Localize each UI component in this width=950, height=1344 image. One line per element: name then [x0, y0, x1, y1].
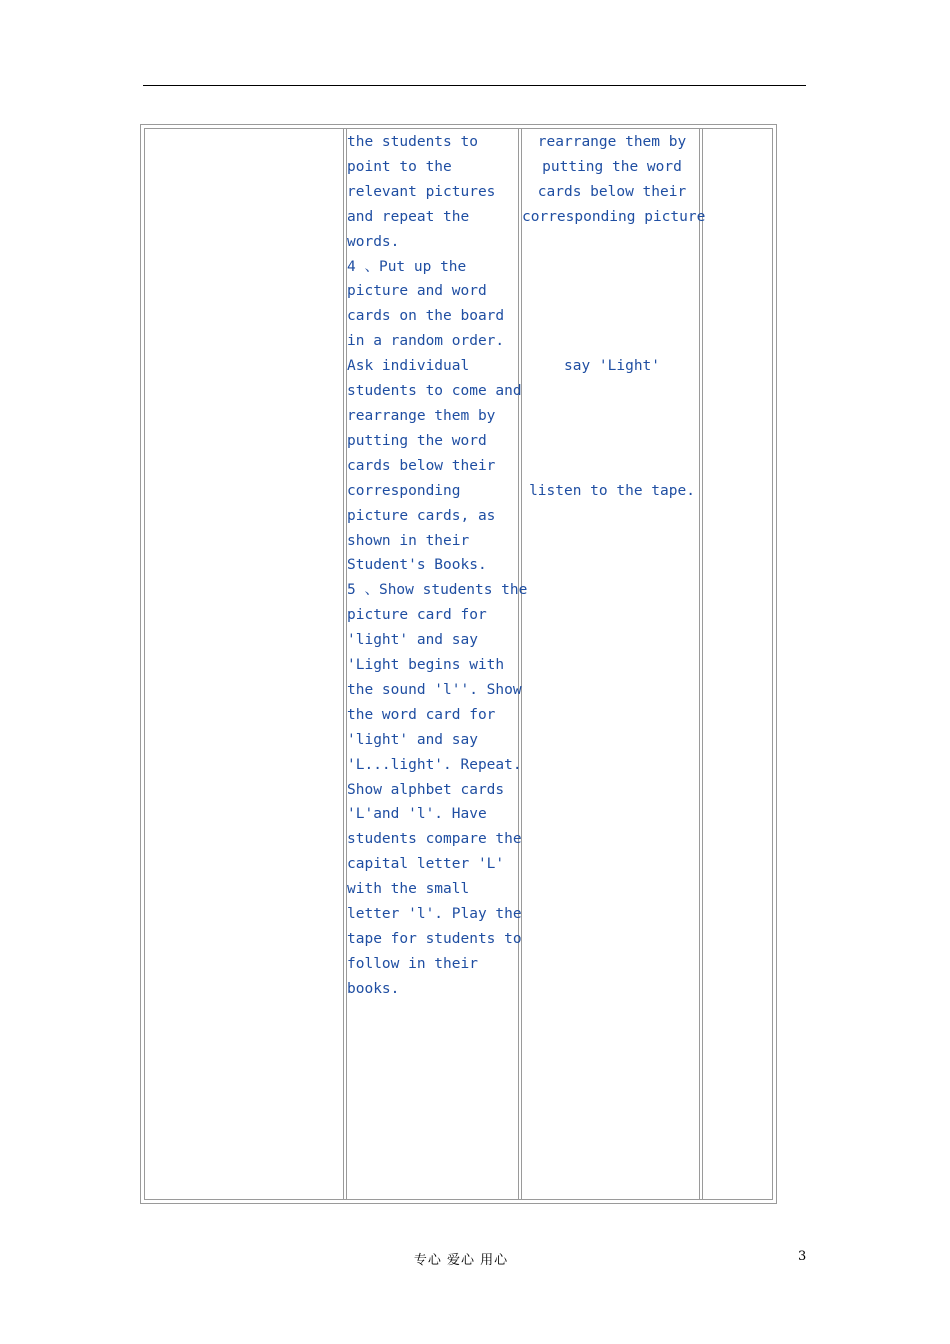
student-activity-line — [522, 279, 702, 304]
teacher-activity-line: in a random order. — [347, 333, 505, 350]
teacher-activity-line: the students to — [347, 134, 478, 150]
header-rule — [143, 85, 806, 86]
student-activity-line: corresponding picture — [522, 208, 706, 225]
teacher-activity-line: 'L'and 'l'. Have — [347, 806, 487, 823]
teacher-activity-line: 'Light begins with — [347, 657, 505, 674]
teacher-activity-line: Student's Books. — [347, 557, 487, 574]
teacher-activity-line: cards below their — [347, 457, 496, 474]
student-activity-line — [522, 329, 702, 354]
student-activities-cell — [522, 130, 706, 504]
student-activity-line: rearrange them by — [537, 134, 687, 150]
teacher-activity-line: Ask individual — [347, 358, 470, 375]
teacher-activity-line: books. — [347, 980, 400, 997]
teacher-activity-line: 'L...light'. Repeat. — [347, 756, 522, 773]
teacher-activity-line: cards on the board — [347, 308, 505, 325]
page-number: 3 — [798, 1249, 807, 1264]
lesson-table — [140, 124, 777, 1204]
teacher-activity-line: follow in their — [347, 955, 478, 972]
teacher-activity-line: picture card for — [347, 607, 487, 624]
teacher-activity-line: 4 、Put up the — [347, 258, 467, 275]
teacher-activity-line: students compare the — [347, 831, 522, 848]
teacher-activities-cell — [347, 130, 528, 1002]
student-activity-line: listen to the tape. — [529, 482, 695, 499]
student-activity-line — [522, 454, 702, 479]
teacher-activity-line: students to come and — [347, 383, 522, 400]
teacher-activity-line: picture cards, as — [347, 507, 496, 524]
teacher-activity-line: words. — [347, 233, 400, 250]
student-activity-line — [522, 429, 702, 454]
teacher-activity-line: point to the — [347, 158, 452, 175]
teacher-activity-line: 'light' and say — [347, 731, 478, 748]
teacher-activity-line: the word card for — [347, 706, 496, 723]
teacher-activity-line: shown in their — [347, 532, 470, 549]
teacher-activity-line: 'light' and say — [347, 632, 478, 649]
student-activity-line: putting the word — [542, 158, 682, 175]
student-activity-line — [522, 304, 702, 329]
teacher-activity-line: and repeat the — [347, 208, 470, 225]
teacher-activity-line: rearrange them by — [347, 407, 496, 424]
teacher-activity-line: Show alphbet cards — [347, 781, 505, 798]
footer-motto: 专心 爱心 用心 — [413, 1253, 509, 1268]
student-activity-line — [522, 255, 702, 280]
teacher-activity-line: picture and word — [347, 283, 487, 300]
teacher-activity-line: putting the word — [347, 432, 487, 449]
teacher-activity-line: corresponding — [347, 482, 461, 499]
teacher-activity-line: with the small — [347, 881, 470, 898]
student-activity-line — [522, 230, 702, 255]
teacher-activity-line: capital letter 'L' — [347, 856, 505, 873]
teacher-activity-line: relevant pictures — [347, 183, 496, 200]
teacher-activity-line: letter 'l'. Play the — [347, 906, 522, 923]
student-activity-line: cards below their — [537, 183, 687, 200]
student-activity-line — [522, 404, 702, 429]
student-activity-line: say 'Light' — [563, 358, 661, 375]
student-activity-line — [522, 379, 702, 404]
teacher-activity-line: the sound 'l''. Show — [347, 681, 522, 698]
teacher-activity-line: tape for students to — [347, 931, 522, 947]
teacher-activity-line: 5 、Show students the — [347, 582, 528, 599]
